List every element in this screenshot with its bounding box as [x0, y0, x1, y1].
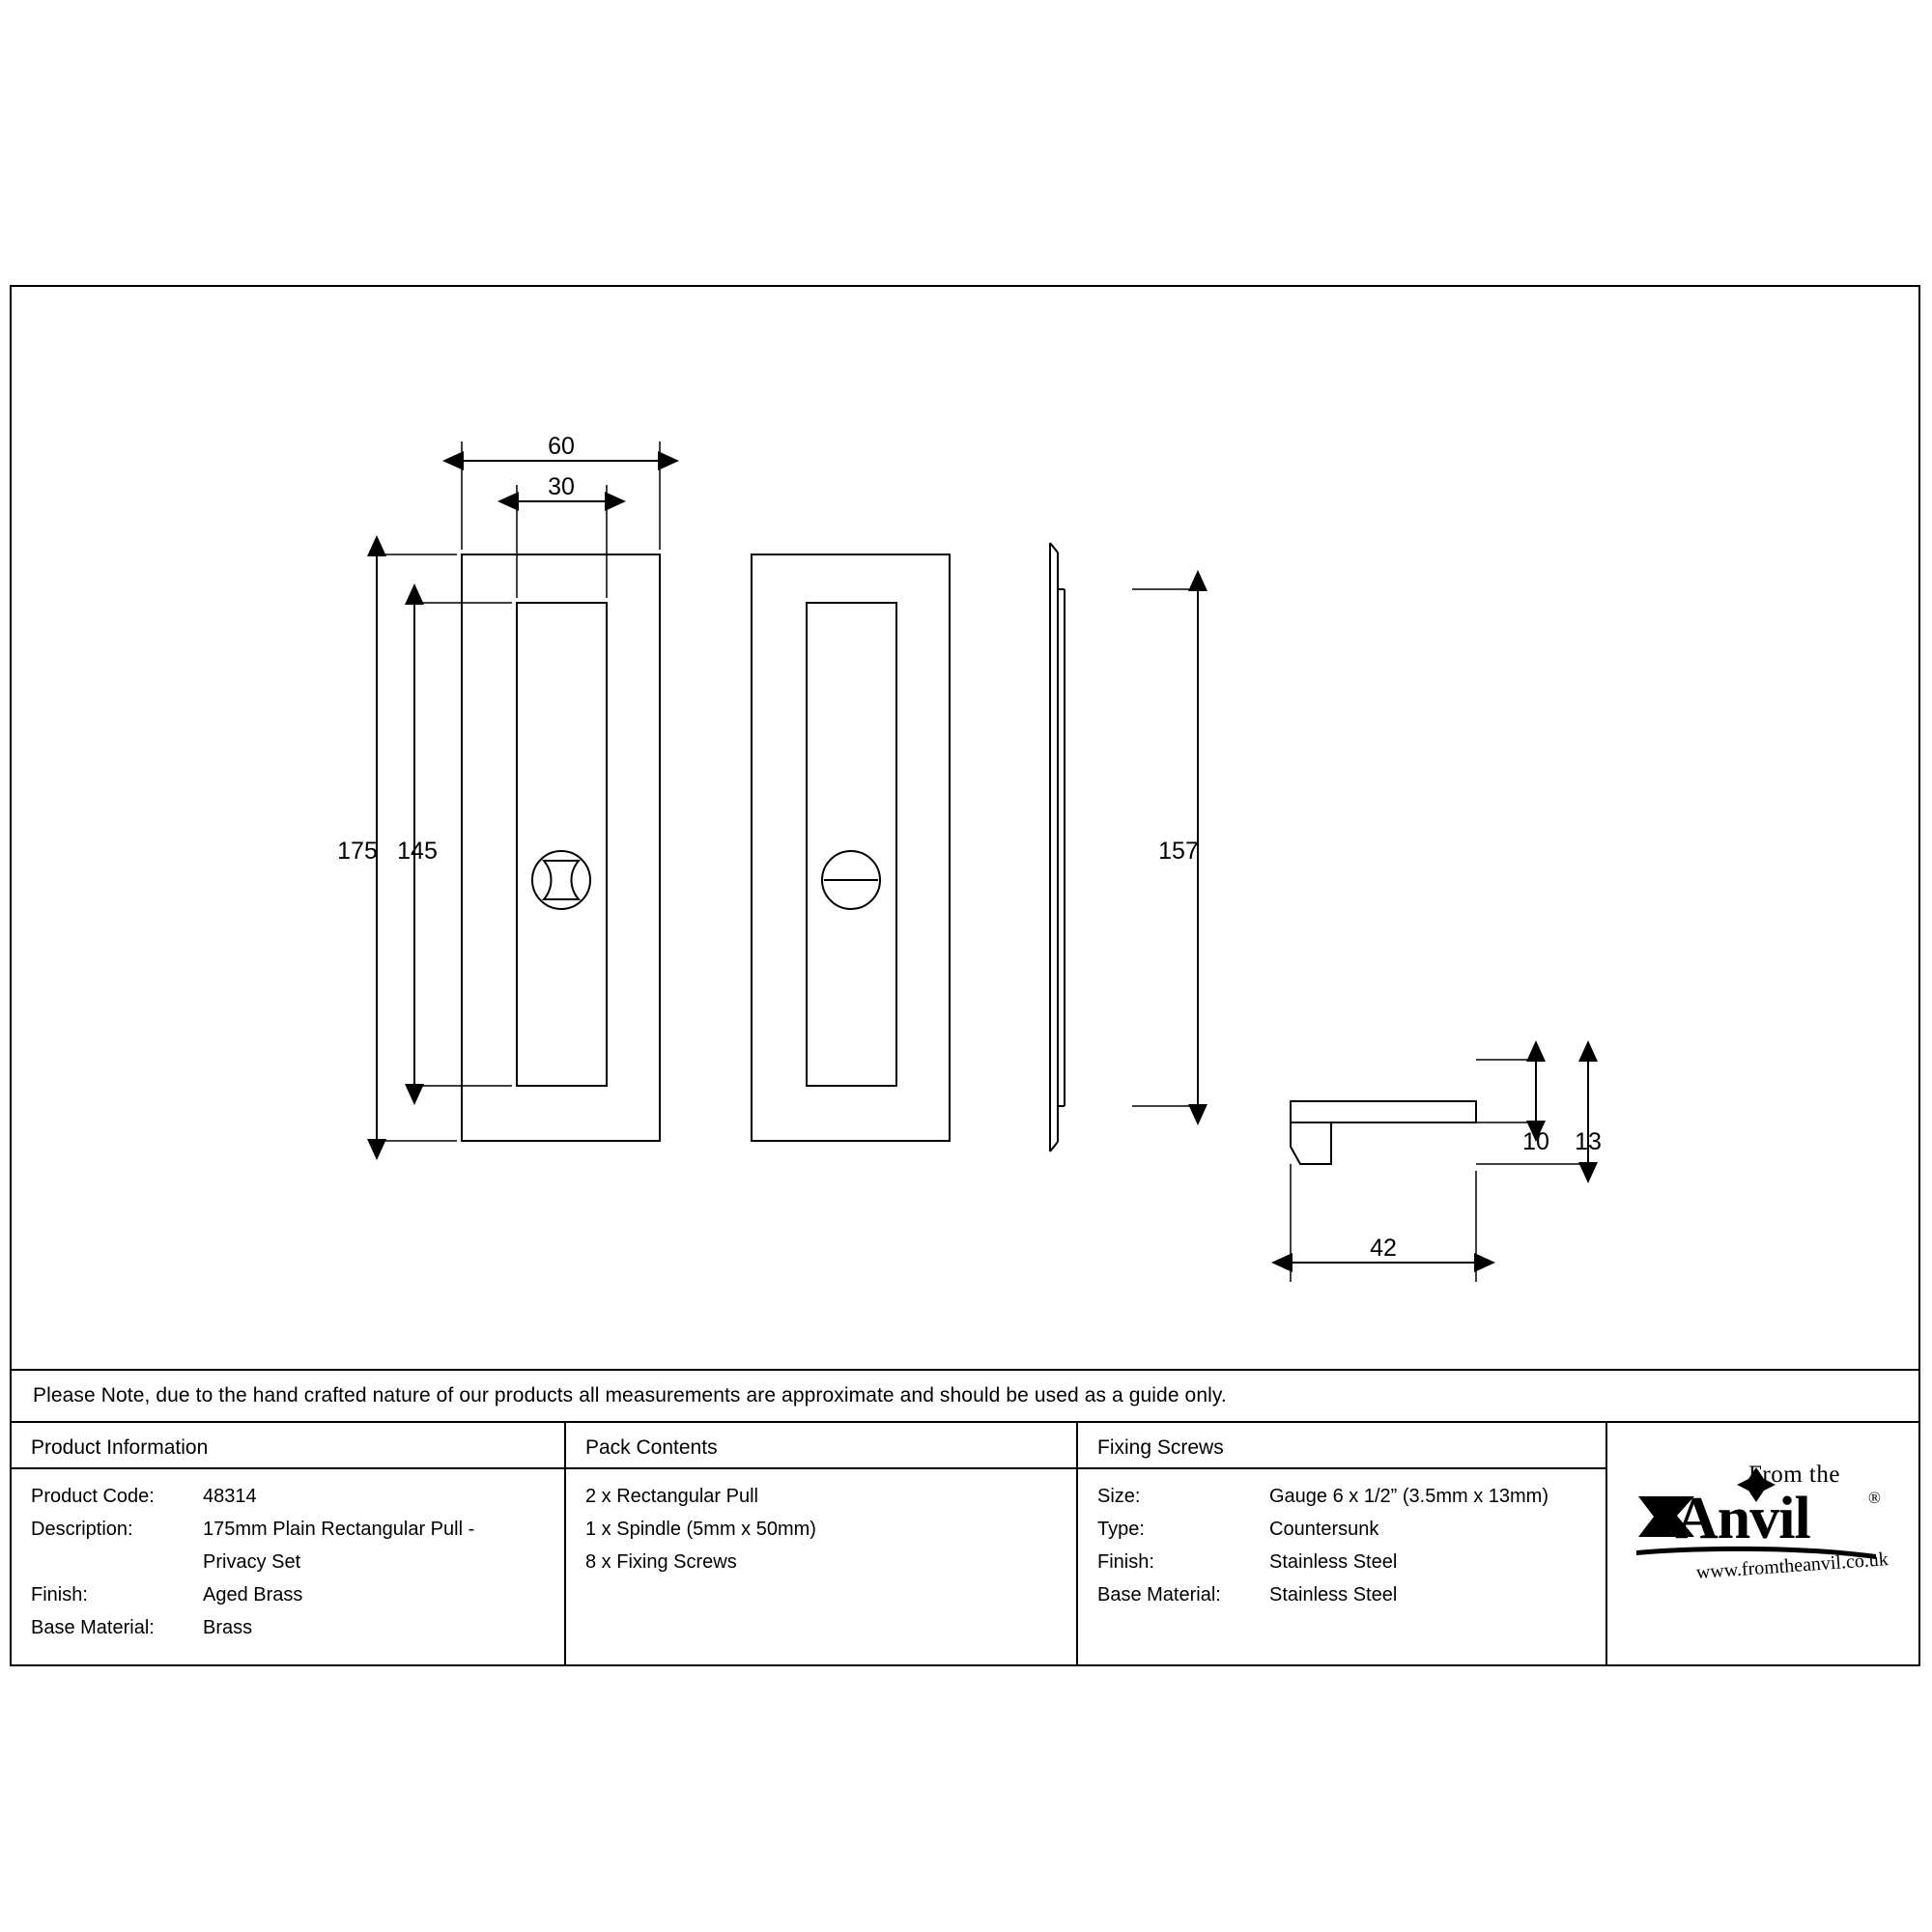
row-value: Gauge 6 x 1/2” (3.5mm x 13mm): [1269, 1486, 1548, 1507]
dim-label-height-overall: 175: [337, 838, 378, 865]
dim-label-width-inner: 30: [548, 473, 575, 500]
pack-contents-heading: Pack Contents: [585, 1436, 718, 1459]
dim-label-width-overall: 60: [548, 433, 575, 460]
technical-drawing: [12, 287, 1918, 1369]
measurement-note: Please Note, due to the hand crafted nature of our products all measurements are approximate and should be used as a guide only.: [33, 1384, 1227, 1406]
dim-label-depth-total: 13: [1575, 1128, 1602, 1155]
row-value: Stainless Steel: [1269, 1551, 1398, 1573]
column-rule: [1078, 1467, 1605, 1469]
pack-contents-rows: [585, 1483, 816, 1581]
row-label: Description:: [31, 1519, 133, 1540]
row-value: Privacy Set: [203, 1551, 301, 1573]
table-row: [1097, 1483, 1548, 1516]
row-value: 175mm Plain Rectangular Pull -: [203, 1519, 475, 1540]
table-row: [31, 1581, 474, 1614]
table-row: [1097, 1548, 1548, 1581]
logo-from-the: From the: [1748, 1462, 1840, 1488]
logo-inner: [1633, 1462, 1891, 1616]
row-value: 48314: [203, 1486, 257, 1507]
row-label: Base Material:: [31, 1617, 155, 1638]
product-information-heading: Product Information: [31, 1436, 209, 1459]
pack-contents-column: [566, 1423, 1076, 1664]
dim-label-height-side: 157: [1158, 838, 1199, 865]
drawing-sheet: [10, 285, 1920, 1666]
table-row: [31, 1548, 474, 1581]
table-row: [31, 1483, 474, 1516]
row-label: Base Material:: [1097, 1584, 1221, 1605]
row-value: Stainless Steel: [1269, 1584, 1398, 1605]
row-value: Aged Brass: [203, 1584, 303, 1605]
dim-label-height-inner: 145: [397, 838, 438, 865]
logo-url: www.fromtheanvil.co.uk: [1695, 1548, 1889, 1583]
row-label: Size:: [1097, 1486, 1141, 1507]
drawing-svg: [12, 287, 1918, 1369]
brand-logo: [1605, 1423, 1918, 1664]
dim-label-depth-plate: 10: [1522, 1128, 1549, 1155]
row-label: Finish:: [31, 1584, 88, 1605]
note-bar: [12, 1369, 1918, 1423]
row-label: Product Code:: [31, 1486, 155, 1507]
table-row: [31, 1516, 474, 1548]
fixing-screws-column: [1078, 1423, 1605, 1664]
list-item: 8 x Fixing Screws: [585, 1551, 737, 1573]
row-label: Type:: [1097, 1519, 1145, 1540]
product-information-column: [12, 1423, 564, 1664]
fixing-screws-heading: Fixing Screws: [1097, 1436, 1224, 1459]
logo-registered-mark: ®: [1868, 1489, 1881, 1507]
table-row: [1097, 1516, 1548, 1548]
table-row: [31, 1614, 474, 1647]
row-value: Countersunk: [1269, 1519, 1379, 1540]
list-item: 1 x Spindle (5mm x 50mm): [585, 1519, 816, 1540]
column-rule: [566, 1467, 1076, 1469]
table-row: [1097, 1581, 1548, 1614]
dim-label-depth-width: 42: [1370, 1235, 1397, 1262]
row-value: Brass: [203, 1617, 253, 1638]
logo-brand: Anvil: [1675, 1486, 1810, 1551]
column-rule: [12, 1467, 564, 1469]
fixing-screws-rows: [1097, 1483, 1548, 1614]
list-item: 2 x Rectangular Pull: [585, 1486, 758, 1507]
product-information-rows: [31, 1483, 474, 1647]
row-label: Finish:: [1097, 1551, 1154, 1573]
